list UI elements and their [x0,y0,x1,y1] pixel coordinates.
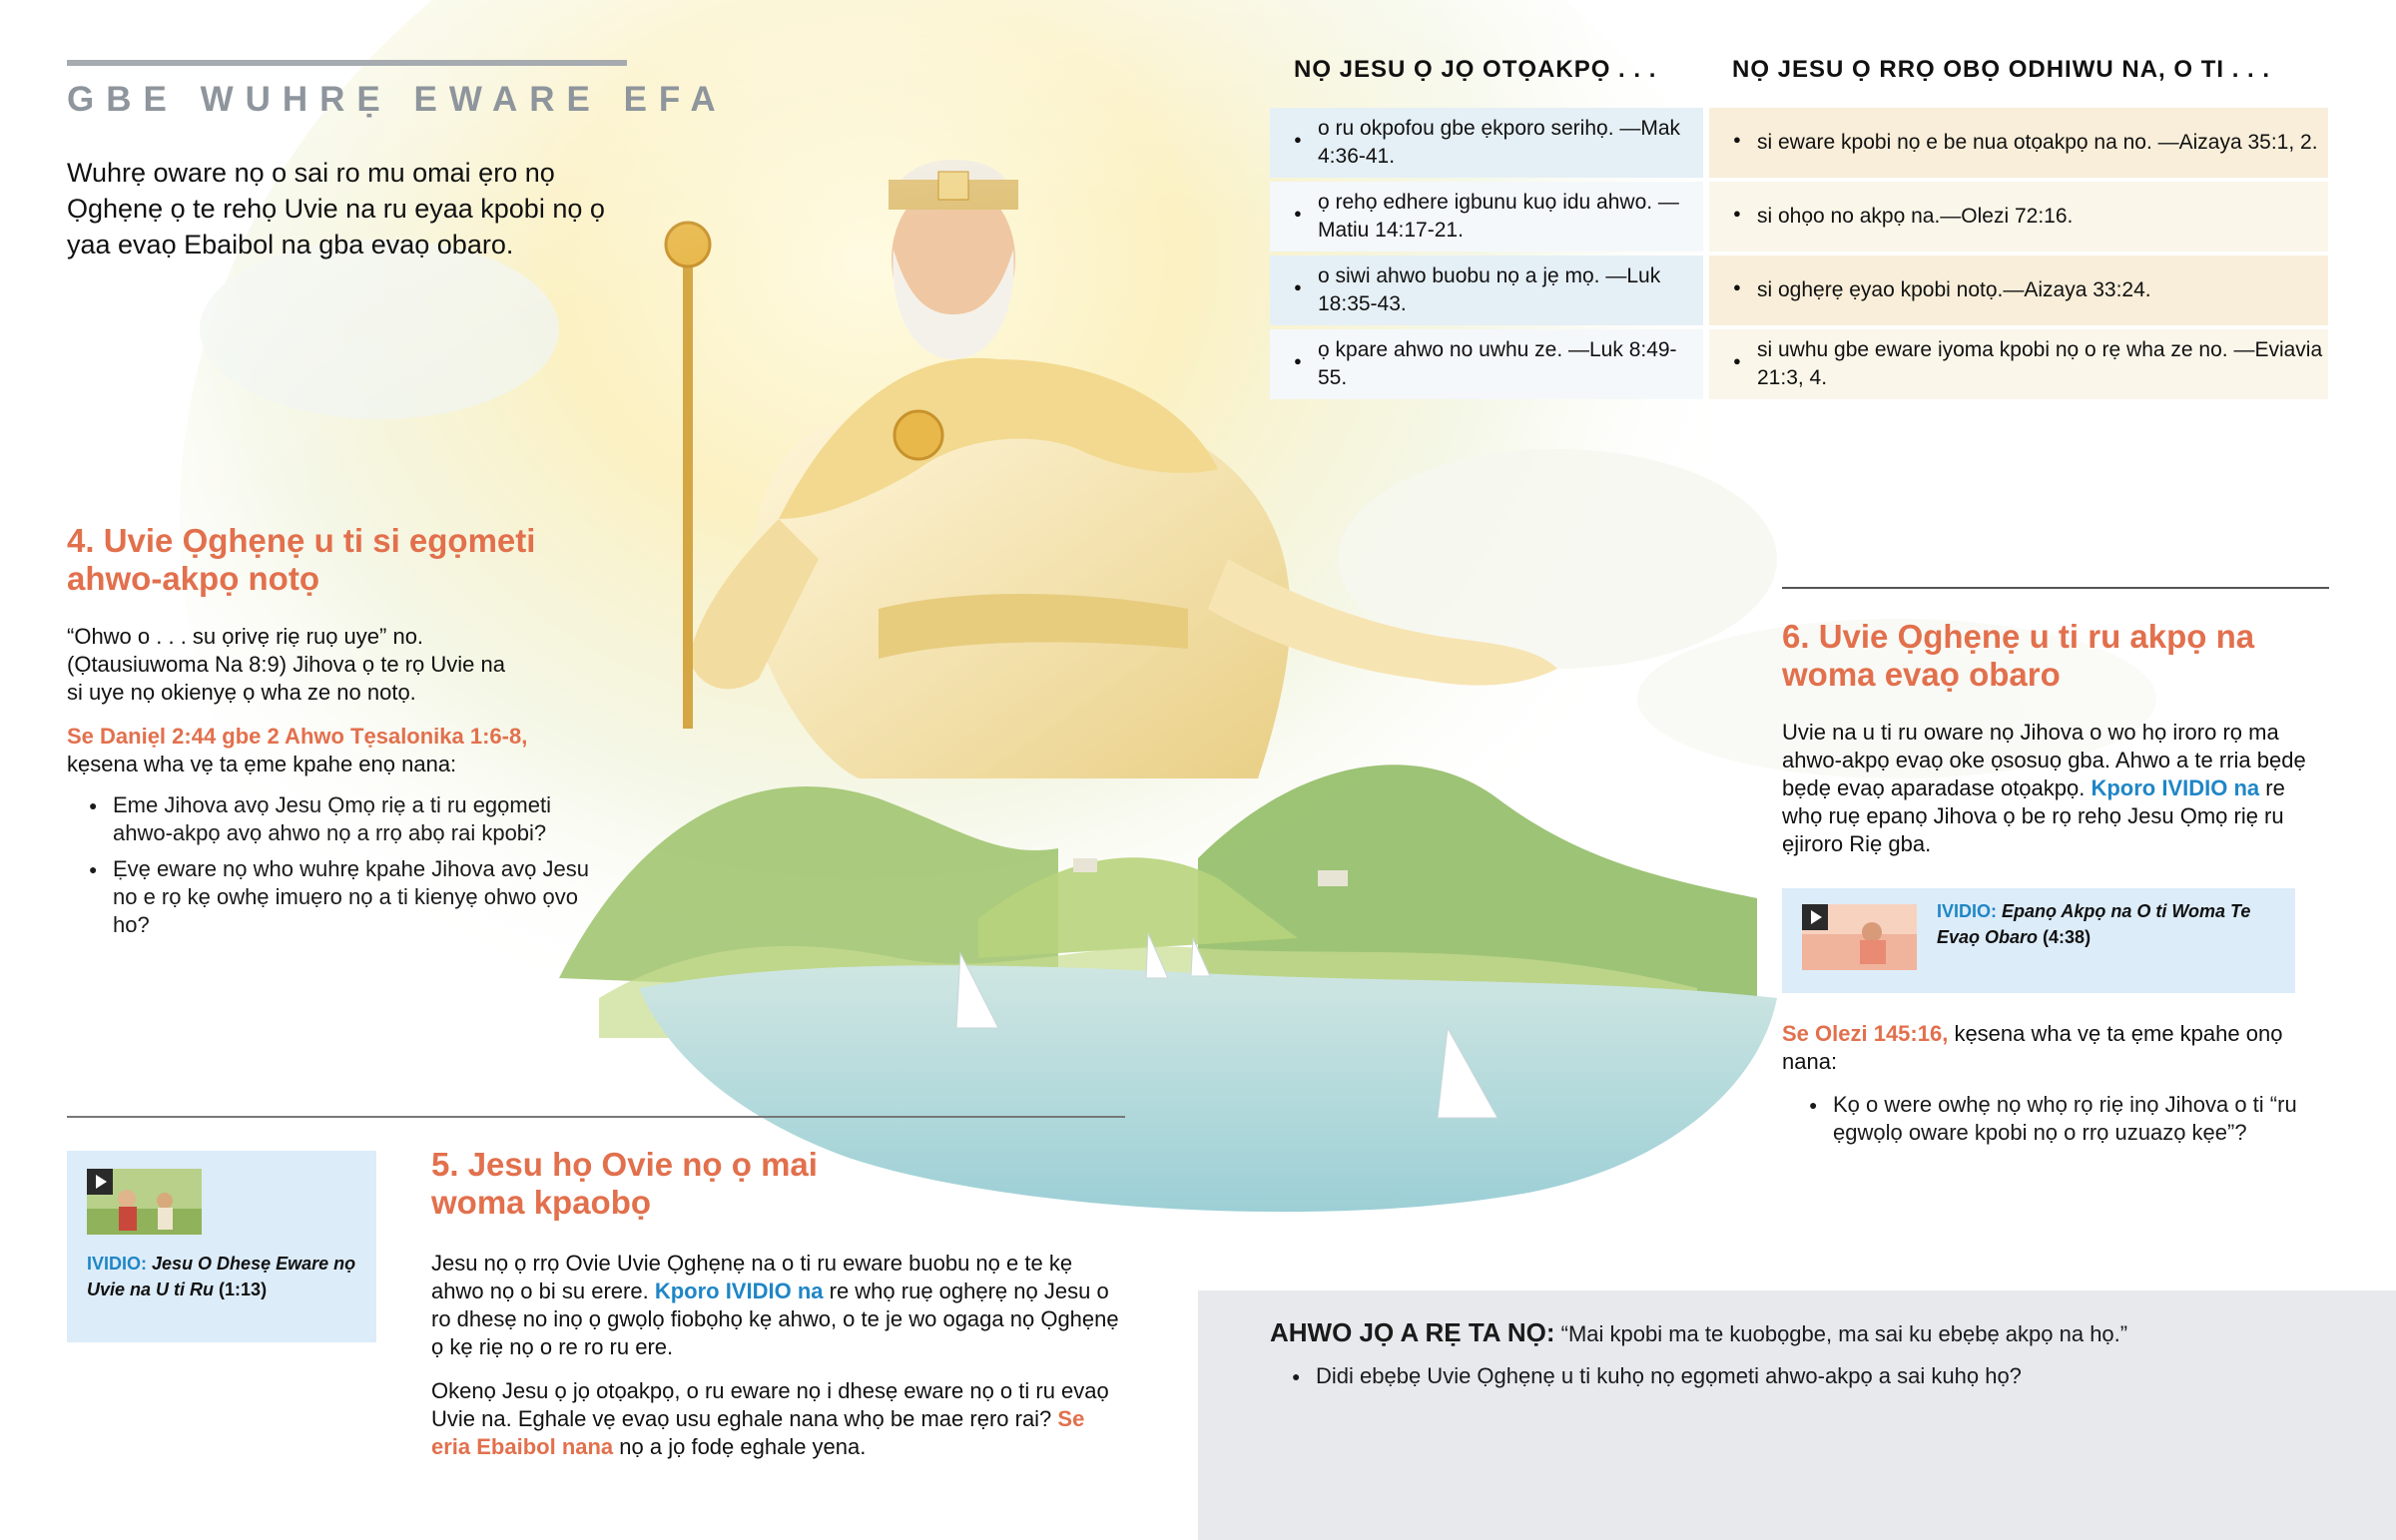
table-right-header: NỌ JESU Ọ RRỌ OBỌ ODHIWU NA, O TI . . . [1732,56,2271,83]
table-left-item: ● o siwi ahwo buobu nọ a jẹ mọ. —Luk 18:35-43. [1270,256,1703,325]
video-link[interactable]: Kporo IVIDIO na [654,1279,824,1303]
others-say-questions [1270,1362,2358,1398]
question-item: ● Kọ o were owhẹ nọ whọ rọ riẹ inọ Jihova o ti “ru ẹgwọlọ oware kpobi nọ o rrọ uzuazọ kẹe”? [1787,1091,2331,1147]
table-right-item: ● si eware kpobi nọ e be nua otọakpọ na no. —Aizaya 35:1, 2. [1709,108,2328,178]
section5-title: 5. Jesu họ Ovie nọ ọ mai woma kpaobọ [431,1146,818,1221]
section6-title: 6. Uvie Ọghẹnẹ u ti ru akpọ na woma evaọ obaro [1782,618,2255,693]
question-item: ● Didi ebẹbẹ Uvie Ọghẹnẹ u ti kuhọ nọ egọmeti ahwo-akpọ a sai kuhọ họ? [1270,1362,2358,1390]
section4-title: 4. Uvie Ọghẹnẹ u ti si egọmeti ahwo-akpọ notọ [67,522,536,597]
section6-reading-instruction: Se Olezi 145:16, kẹsena wha vẹ ta ẹme kpahe onọ nana: [1782,1021,2283,1074]
scripture-reference[interactable]: Se Olezi 145:16, [1782,1021,1949,1046]
question-item: ● Ẹvẹ eware nọ who wuhrẹ kpahe Jihova avọ Jesu no e rọ kẹ owhẹ imuẹro nọ a ti kienyẹ ohwo ọvo ho? [67,855,596,939]
play-icon[interactable] [87,1169,113,1195]
header-rule [67,60,627,66]
question-item: ● Eme Jihova avọ Jesu Ọmọ riẹ a ti ru egọmeti ahwo-akpọ avọ ahwo nọ a rrọ abọ rai kpobi? [67,791,596,847]
section-divider [67,1116,1125,1118]
play-icon[interactable] [1802,904,1828,930]
section4-paragraph: “Ohwo o . . . su ọrivẹ riẹ ruọ uye” no. (Ọtausiuwoma Na 8:9) Jihova ọ te rọ Uvie na si uye nọ okienyẹ ọ wha ze no notọ. [67,624,505,705]
scripture-reference[interactable]: Se eria Ebaibol nana [431,1406,1085,1459]
section-divider [1782,587,2329,589]
section6-paragraph: Uvie na u ti ru oware nọ Jihova o wo họ iroro rọ ma ahwo-akpọ evaọ oke ọsosuọ gba. Ahwo a te rria bẹdẹ bẹdẹ evaọ aparadase otọakpọ. Kporo IVIDIO na re whọ ruẹ epanọ Jihova ọ be rọ rehọ Jesu Ọmọ riẹ ru ẹjiroro Riẹ gba. [1782,720,2306,856]
video-label[interactable]: IVIDIO: Jesu O Dhesẹ Eware nọ Uvie na U ti Ru (1:13) [87,1254,356,1299]
table-right-item: ● si oghẹrẹ ẹyao kpobi notọ.—Aizaya 33:24. [1709,256,2328,325]
video-link[interactable]: Kporo IVIDIO na [2091,775,2260,800]
section5-paragraph-1: Jesu nọ ọ rrọ Ovie Uvie Ọghẹnẹ na o ti ru eware buobu nọ e te kẹ ahwo nọ o bi su erere. Kporo IVIDIO na re whọ ruẹ oghẹrẹ nọ Jesu o ro dhesẹ no inọ ọ gwọlọ fiobọhọ kẹ ahwo, o te je wo ogaga nọ Ọghẹnẹ ọ kẹ riẹ nọ o re ro ru ere. [431,1251,1119,1359]
table-left-header: NỌ JESU Ọ JỌ OTỌAKPỌ . . . [1294,56,1657,83]
section6-questions [1787,1091,2331,1155]
section5-paragraph-2: Okenọ Jesu ọ jọ otọakpọ, o ru eware nọ i dhesẹ eware nọ o ti ru evaọ Uvie na. Eghale vẹ evaọ usu eghale nana whọ be mae rẹro rai? Se eria Ebaibol nana nọ a jọ fodẹ eghale yena. [431,1378,1109,1459]
others-say-quote: “Mai kpobi ma te kuobọgbe, ma sai ku ebẹbẹ akpọ na họ.” [1560,1321,2128,1346]
table-left-item: ● o ru okpofou gbe ẹkporo serihọ. —Mak 4:36-41. [1270,108,1703,178]
table-left-item: ● ọ kpare ahwo no uwhu ze. —Luk 8:49-55. [1270,329,1703,399]
table-right-item: ● si uwhu gbe eware iyoma kpobi nọ o rẹ wha ze no. —Eviavia 21:3, 4. [1709,329,2328,399]
video-card-future[interactable] [1782,888,2295,993]
section4-questions [67,791,596,947]
video-label[interactable]: IVIDIO: Epanọ Akpọ na O ti Woma Te Evaọ Obaro (4:38) [1937,901,2251,947]
section-eyebrow: GBE WUHRẸ EWARE EFA [67,80,728,119]
table-right-item: ● si ohọo no akpọ na.—Olezi 72:16. [1709,182,2328,252]
section4-reading-instruction: Se Daniẹl 2:44 gbe 2 Ahwo Tẹsalonika 1:6-8, kẹsena wha vẹ ta ẹme kpahe enọ nana: [67,724,528,776]
intro-paragraph: Wuhrẹ oware nọ o sai ro mu omai ẹro nọ Ọghẹnẹ ọ te rehọ Uvie na ru eyaa kpobi nọ ọ yaa evaọ Ebaibol na gba evaọ obaro. [67,158,605,259]
scripture-reference[interactable]: Se Daniẹl 2:44 gbe 2 Ahwo Tẹsalonika 1:6-8, [67,724,528,749]
table-left-item: ● ọ rehọ edhere igbunu kuọ idu ahwo. —Matiu 14:17-21. [1270,182,1703,252]
video-card-jesus[interactable] [67,1151,376,1342]
others-say-line [1270,1317,2358,1349]
others-say-label: AHWO JỌ A RẸ TA NỌ: [1270,1317,1555,1347]
